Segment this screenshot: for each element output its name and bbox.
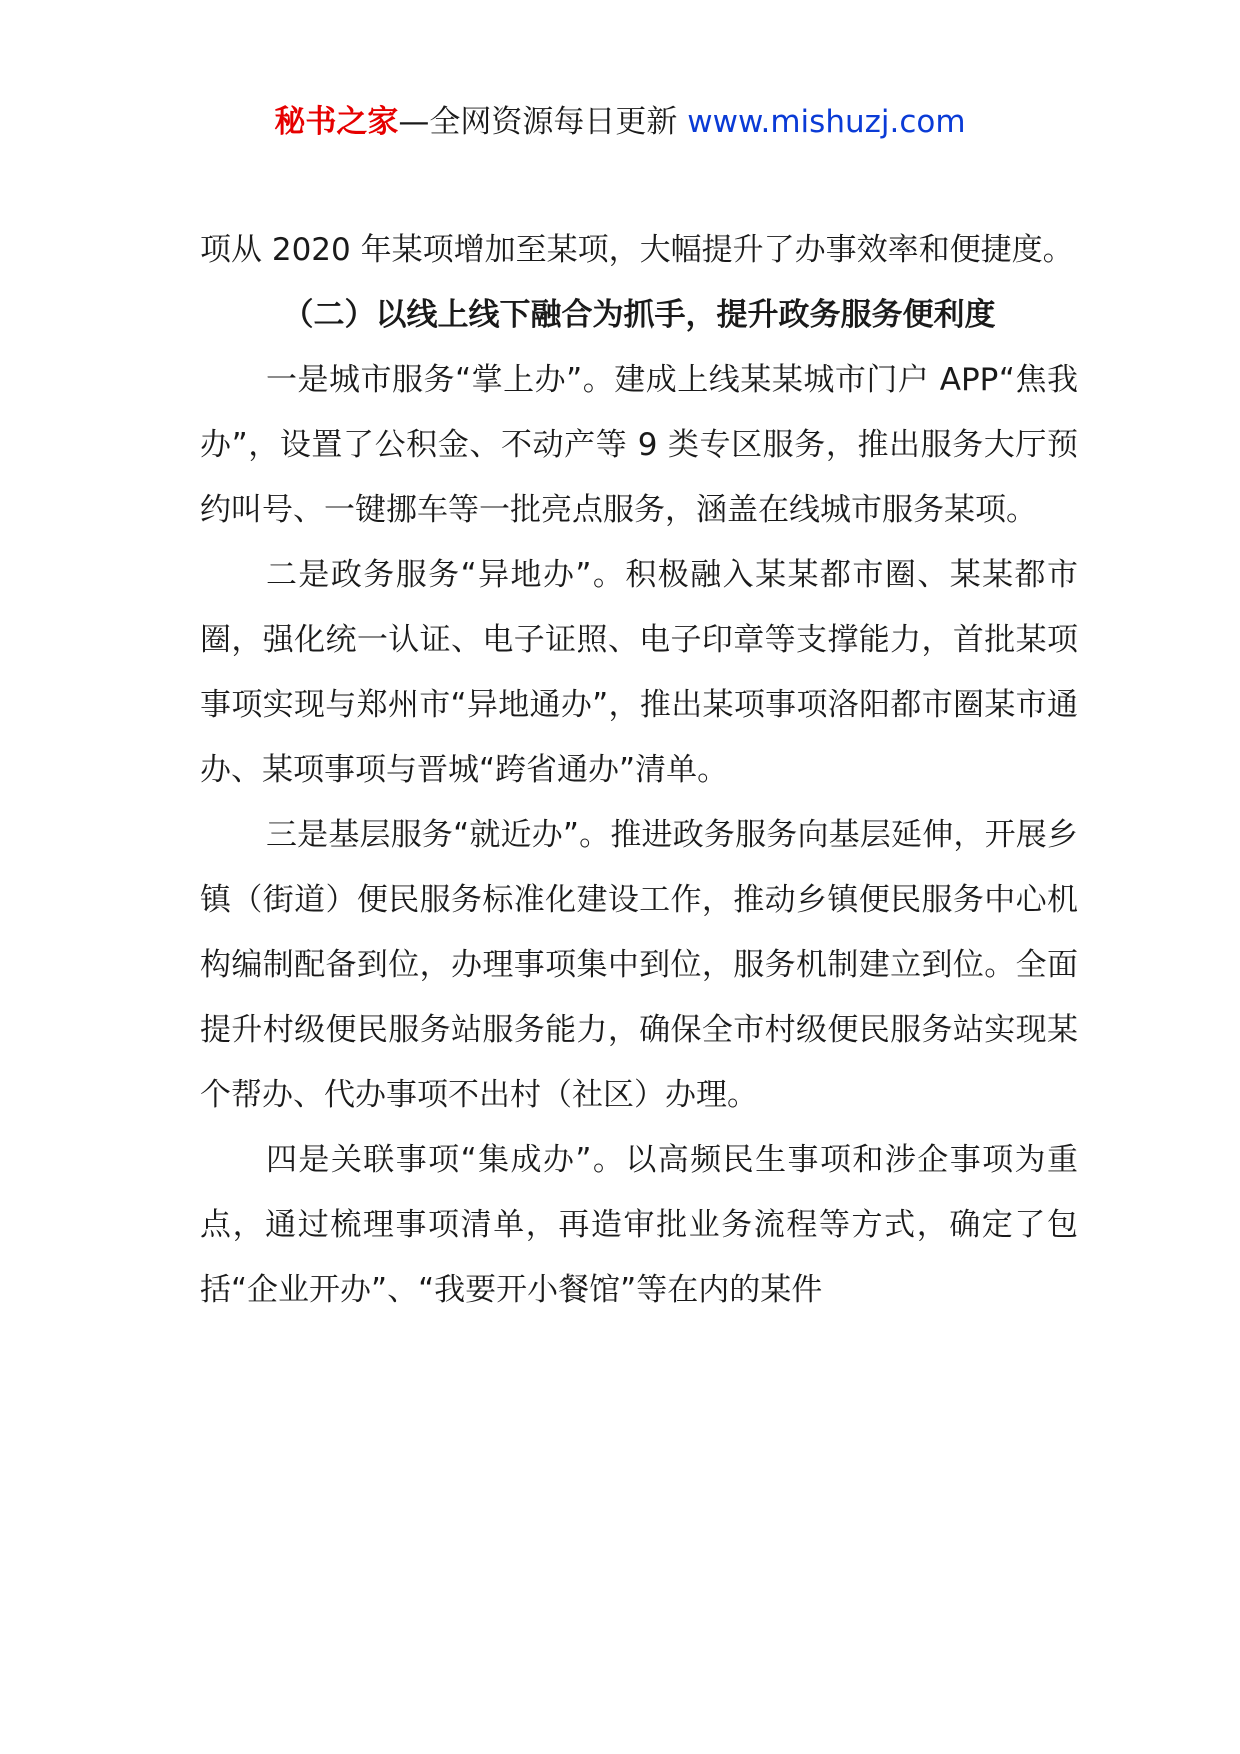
site-header	[0, 100, 1240, 144]
paragraph-4: 四是关联事项“集成办”。以高频民生事项和涉企事项为重点，通过梳理事项清单，再造审批业务流程等方式，确定了包括“企业开办”、“我要开小餐馆”等在内的某件	[200, 1142, 1078, 1308]
paragraph-2: 二是政务服务“异地办”。积极融入某某都市圈、某某都市圈，强化统一认证、电子证照、电子印章等支撑能力，首批某项事项实现与郑州市“异地通办”，推出某项事项洛阳都市圈某市通办、某项事项与晋城“跨省通办”清单。	[200, 557, 1078, 788]
site-url-link[interactable]: www.mishuzj.com	[687, 104, 966, 140]
paragraph-3: 三是基层服务“就近办”。推进政务服务向基层延伸，开展乡镇（街道）便民服务标准化建设工作，推动乡镇便民服务中心机构编制配备到位，办理事项集中到位，服务机制建立到位。全面提升村级便民服务站服务能力，确保全市村级便民服务站实现某个帮办、代办事项不出村（社区）办理。	[200, 817, 1078, 1113]
section-heading: （二）以线上线下融合为抓手，提升政务服务便利度	[282, 297, 996, 333]
continuation-paragraph: 项从 2020 年某项增加至某项，大幅提升了办事效率和便捷度。	[200, 232, 1074, 268]
document-body	[200, 218, 1078, 1323]
header-tagline: —全网资源每日更新	[398, 104, 678, 140]
brand-name: 秘书之家	[274, 104, 399, 140]
paragraph-1: 一是城市服务“掌上办”。建成上线某某城市门户 APP“焦我办”，设置了公积金、不动产等 9 类专区服务，推出服务大厅预约叫号、一键挪车等一批亮点服务，涵盖在线城市服务某项。	[200, 362, 1078, 528]
